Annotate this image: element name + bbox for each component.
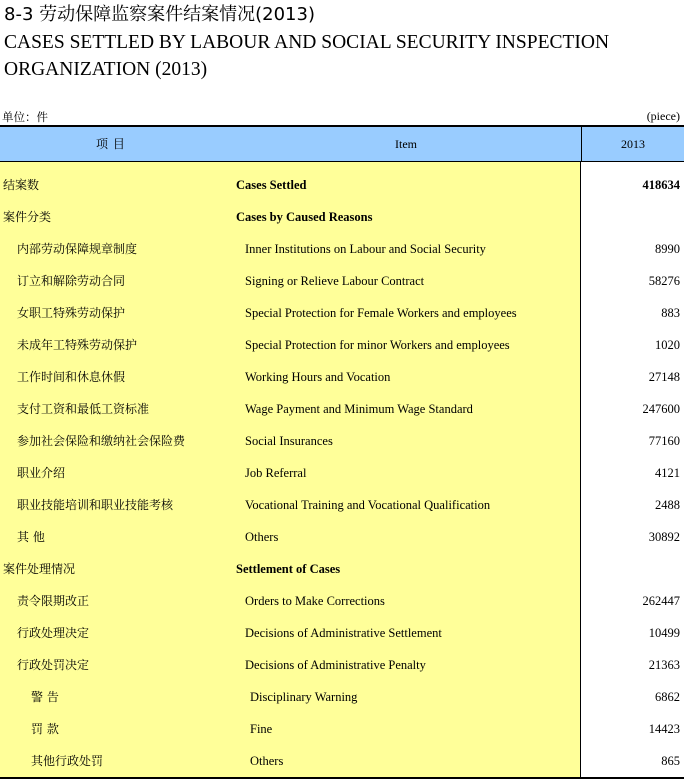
table-row <box>0 681 684 713</box>
row-label-zh: 女职工特殊劳动保护 <box>17 306 126 320</box>
row-label-zh: 结案数 <box>3 178 40 192</box>
row-value: 10499 <box>648 626 680 640</box>
row-value: 2488 <box>655 498 680 512</box>
table-row <box>0 265 684 297</box>
row-value: 27148 <box>648 370 680 384</box>
table-row <box>0 649 684 681</box>
row-label-zh: 责令限期改正 <box>17 594 90 608</box>
row-label-en: Wage Payment and Minimum Wage Standard <box>245 402 473 416</box>
row-label-zh: 行政处罚决定 <box>17 658 90 672</box>
row-value: 58276 <box>648 274 680 288</box>
row-label-zh: 工作时间和休息休假 <box>17 370 126 384</box>
row-label-en: Special Protection for minor Workers and employees <box>245 338 510 352</box>
header-item-en: Item <box>395 137 417 151</box>
table-row <box>0 489 684 521</box>
table-row <box>0 585 684 617</box>
row-label-zh: 其他行政处罚 <box>31 754 104 768</box>
row-label-zh: 案件处理情况 <box>3 562 76 576</box>
table-row <box>0 457 684 489</box>
row-label-en: Disciplinary Warning <box>250 690 358 704</box>
unit-label-zh: 单位：件 <box>2 110 48 124</box>
table-row <box>0 297 684 329</box>
table-row <box>0 201 684 233</box>
table-row <box>0 617 684 649</box>
row-label-en: Decisions of Administrative Settlement <box>245 626 442 640</box>
table-row <box>0 169 684 201</box>
row-value: 418634 <box>642 178 680 192</box>
data-table <box>0 125 684 779</box>
table-row <box>0 745 684 777</box>
row-label-en: Cases Settled <box>236 178 307 192</box>
row-label-en: Decisions of Administrative Penalty <box>245 658 426 672</box>
row-label-zh: 职业技能培训和职业技能考核 <box>17 498 174 512</box>
row-label-zh: 未成年工特殊劳动保护 <box>17 338 138 352</box>
row-value: 865 <box>661 754 680 768</box>
table-row <box>0 713 684 745</box>
row-label-zh: 案件分类 <box>3 210 52 224</box>
table-row <box>0 393 684 425</box>
row-label-en: Vocational Training and Vocational Qualification <box>245 498 491 512</box>
page-title-en: CASES SETTLED BY LABOUR AND SOCIAL SECURITY INSPECTION ORGANIZATION (2013) <box>4 32 610 80</box>
row-value: 8990 <box>655 242 680 256</box>
row-label-en: Others <box>250 754 284 768</box>
row-label-en: Job Referral <box>245 466 307 480</box>
table-row <box>0 521 684 553</box>
row-label-zh: 支付工资和最低工资标准 <box>17 402 150 416</box>
row-value: 14423 <box>648 722 680 736</box>
row-label-en: Settlement of Cases <box>236 562 341 576</box>
table-row <box>0 233 684 265</box>
row-label-en: Signing or Relieve Labour Contract <box>245 274 425 288</box>
unit-label-en: (piece) <box>646 109 680 123</box>
row-label-zh: 罚 款 <box>31 722 59 736</box>
header-item-zh: 项 目 <box>96 137 126 151</box>
row-value: 21363 <box>648 658 680 672</box>
table-row <box>0 329 684 361</box>
row-label-en: Orders to Make Corrections <box>245 594 385 608</box>
row-label-zh: 警 告 <box>31 690 59 704</box>
row-label-en: Working Hours and Vocation <box>245 370 391 384</box>
row-label-zh: 订立和解除劳动合同 <box>17 274 126 288</box>
row-value: 4121 <box>655 466 680 480</box>
row-label-en: Fine <box>250 722 273 736</box>
row-label-en: Special Protection for Female Workers and employees <box>245 306 517 320</box>
row-value: 6862 <box>655 690 680 704</box>
row-value: 30892 <box>648 530 680 544</box>
table-header <box>0 127 684 162</box>
row-label-zh: 职业介绍 <box>17 466 66 480</box>
row-label-en: Inner Institutions on Labour and Social Security <box>245 242 486 256</box>
row-value: 1020 <box>655 338 680 352</box>
table-row <box>0 425 684 457</box>
table-row <box>0 553 684 585</box>
row-label-zh: 内部劳动保障规章制度 <box>17 242 138 256</box>
row-label-en: Cases by Caused Reasons <box>236 210 373 224</box>
header-year: 2013 <box>581 127 684 161</box>
table-body <box>0 162 684 777</box>
page-title-zh: 8-3 劳动保障监察案件结案情况(2013) <box>4 4 315 25</box>
row-value: 247600 <box>642 402 680 416</box>
row-value: 262447 <box>642 594 680 608</box>
row-label-zh: 行政处理决定 <box>17 626 90 640</box>
row-label-en: Others <box>245 530 279 544</box>
row-label-zh: 其 他 <box>17 530 45 544</box>
row-value: 883 <box>661 306 680 320</box>
row-value: 77160 <box>648 434 680 448</box>
row-label-en: Social Insurances <box>245 434 333 448</box>
row-label-zh: 参加社会保险和缴纳社会保险费 <box>17 434 186 448</box>
table-row <box>0 361 684 393</box>
